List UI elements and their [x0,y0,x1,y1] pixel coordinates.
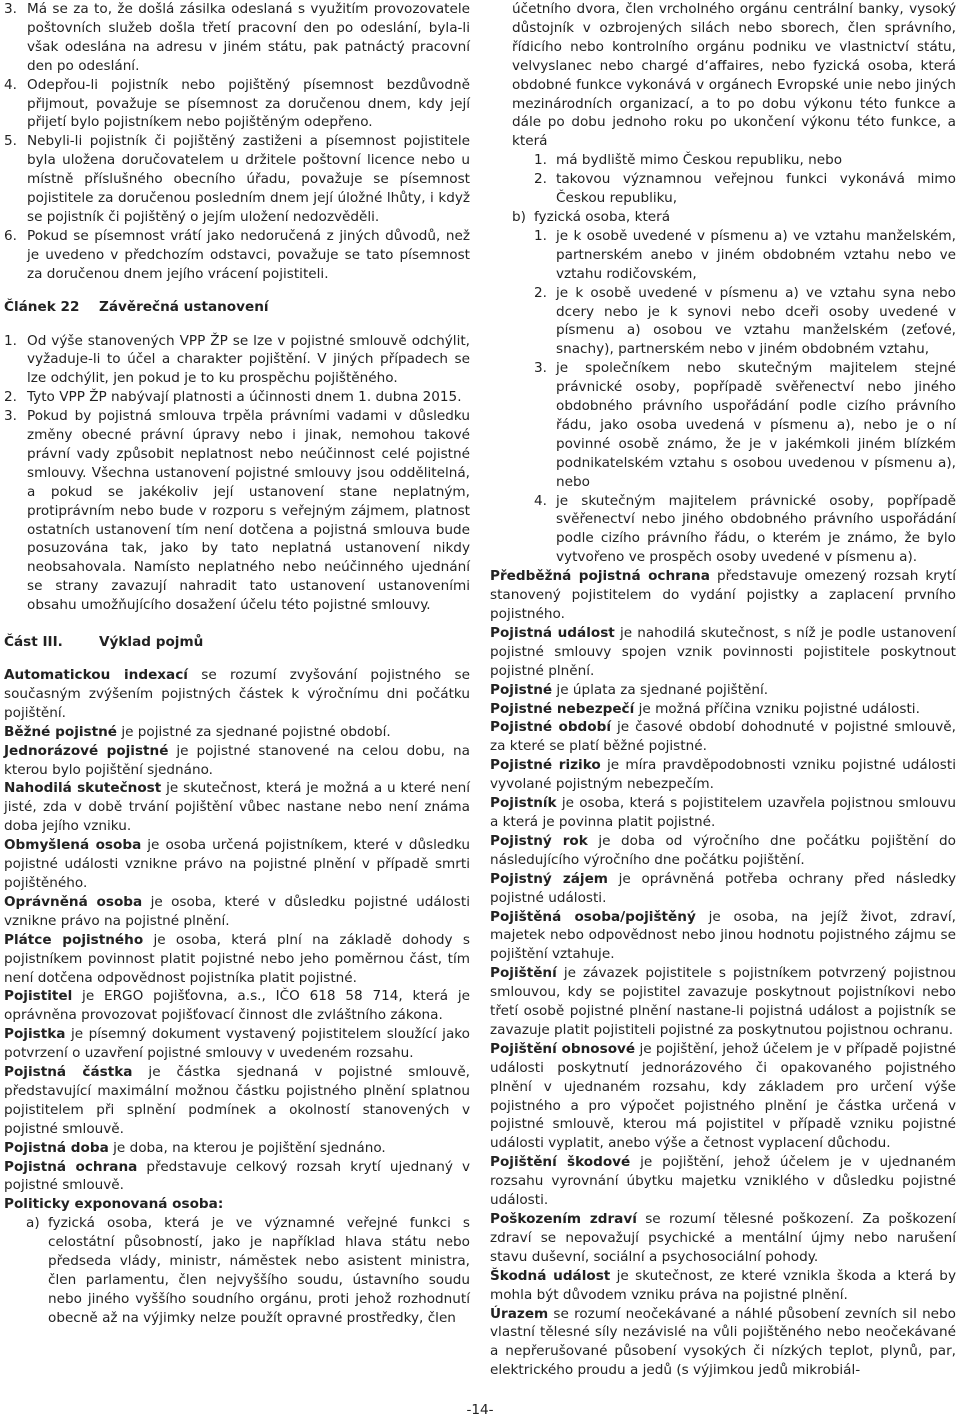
definition [4,836,470,893]
defined-term: Úrazem [490,1305,549,1322]
list-number: 1. [534,152,547,169]
part-3-heading [4,633,470,652]
list-item [4,227,470,284]
definition [4,723,470,742]
list-item [4,388,470,407]
definition-text: je závazek pojistitele s pojistníkem potvrzený pojistnou smlouvou, kdy se pojistitel zavazuje poskytnout pojistníkovi nebo třetí osobě pojistné plnění nastane-li pojistná událost a pojistník se zavazuje platit pojistiteli pojistné za poskytnutou pojistnou ochranu. [490,965,956,1038]
sub-list-item [490,284,956,360]
definition-text: je oprávněná potřeba ochrany před následky pojistné události. [490,870,956,906]
sub-list-item [490,359,956,491]
list-letter: b) [512,208,526,225]
definition-text: se rozumí zvyšování pojistného se současným zvýšením pojistných částek k výročnímu dni počátku pojištění. [4,667,470,721]
definition-text: představuje omezený rozsah krytí stanovený pojistitelem do vydání pojistky a zaplacení prvního pojistného. [490,568,956,622]
sub-list-item [490,227,956,284]
list-number: 6. [4,227,17,244]
defined-term: Pojištění [490,965,557,982]
definition [4,1158,470,1196]
definition [490,624,956,681]
list-number: 5. [4,133,17,150]
list-text: takovou významnou veřejnou funkci vykonává mimo Českou republiku, [556,171,956,207]
defined-term: Pojištění obnosové [490,1040,636,1057]
sub-list-item [490,170,956,208]
definition-text: je částka sjednaná v pojistné smlouvě, představující maximální možnou částku pojistného plnění splatnou pojistitelem při splnění podmínek a okolností stanovených v pojistné smlouvě. [4,1064,470,1137]
definition [490,1040,956,1153]
definition-text: je skutečnost, která je možná a u které není jisté, zda v době trvání pojištění vůbec nastane nebo není známa doba jejího vzniku. [4,780,470,835]
defined-term: Pojistitel [4,988,73,1005]
defined-term: Pojistná částka [4,1064,133,1081]
pep-b-sublist [490,227,956,567]
defined-term: Pojistné nebezpečí [490,700,635,717]
list-text: je společníkem nebo skutečným majitelem stejné právnické osoby, popřípadě svěřenectví nebo jiného obdobného právního uspořádání podle cizího právního řádu, jako osoba uvedená v písmenu a), nebo je o ní povinné osobě známo, že je v jakémkoli jiném blízkém podnikatelském vztahu s osobou uvedenou v písmenu a), nebo [556,360,956,490]
list-item [4,407,470,615]
definition-text: je úplata za sjednané pojištění. [552,681,769,698]
definition [4,1063,470,1139]
defined-term: Pojistný zájem [490,870,608,887]
definition-text: je pojištění, jehož účelem je v ujednaném rozsahu vyrovnání úbytku majetku vzniklého v důsledku pojistné události. [490,1154,956,1209]
definition [490,700,956,719]
defined-term: Oprávněná osoba [4,893,143,910]
list-text: Pokud se písemnost vrátí jako nedoručená z jiných důvodů, než je uvedeno v předchozím odstavci, považuje se tato písemnost za doručenou dnem jejího vrácení pojistiteli. [27,227,470,282]
definition-text: představuje celkový rozsah krytí ujednaný v pojistné smlouvě. [4,1158,470,1194]
defined-term: Poškozením zdraví [490,1211,637,1227]
definition [4,1025,470,1063]
list-text: Tyto VPP ŽP nabývají platnosti a účinnosti dnem 1. dubna 2015. [27,389,462,406]
page-number: -14- [466,1402,494,1418]
defined-term: Pojistné období [490,719,612,736]
definition [490,832,956,870]
defined-term: Pojistná událost [490,624,615,641]
pep-item-b [490,208,956,227]
definition [4,987,470,1025]
definition-text: je osoba, které v důsledku pojistné události vznikne právo na pojistné plnění. [4,893,470,929]
definition [4,931,470,988]
definition [490,964,956,1040]
left-column [4,0,470,1328]
list-text: Má se za to, že došlá zásilka odeslaná s využitím provozovatele poštovních služeb došla třetí pracovní den po odeslání, byla-li však odeslána na adresu v jiném státu, pak patnáctý pracovní den po odeslání. [27,1,470,74]
definition-text: je osoba určená pojistníkem, které v důsledku pojistné události vznikne právo na pojistné plnění v případě smrti pojištěného. [4,837,470,891]
definition [490,1267,956,1305]
definition-text: se rozumí neočekávané a náhlé působení zevních sil nebo vlastní tělesné síly nezávislé na vůli pojištěného nebo neočekávané a nepřerušované působení vysokých či nízkých teplot, plynů, par, elektrického proudu a jedů (s výjimkou jedů mikrobiál- [490,1305,956,1379]
list-number: 3. [534,360,547,377]
definition-text: je pojistné za sjednané pojistné období. [117,723,391,740]
article-number: Článek 22 [4,298,80,315]
definitions-list-left [4,666,470,1214]
defined-term: Běžné pojistné [4,723,117,740]
list-text: Od výše stanovených VPP ŽP se lze v pojistné smlouvě odchýlit, vyžaduje-li to účel a charakter pojištění. V jiných případech se lze odchýlit, jen pokud je to ku prospěchu pojištěného. [27,332,470,387]
definition [4,779,470,836]
definition-text: je míra pravděpodobnosti vzniku pojistné události vyvolané pojistným nebezpečím. [490,757,956,793]
defined-term: Plátce pojistného [4,931,144,948]
definition [490,756,956,794]
sub-list-item [490,151,956,170]
list-number: 2. [534,284,547,301]
definition-text: je osoba, která plní na základě dohody s pojistníkem povinnost platit pojistné nebo jeho poměrnou část, tím není dotčena odpovědnost pojistníka platit pojistné. [4,931,470,986]
defined-term: Pojištění škodové [490,1154,631,1171]
defined-term: Pojistná doba [4,1139,109,1156]
defined-term: Předběžná pojistná ochrana [490,568,710,585]
numbered-list-article-21 [4,0,470,284]
definition-text: je pojistné stanovené na celou dobu, na kterou bylo pojištění sjednáno. [4,742,470,778]
list-number: 3. [4,1,17,17]
list-number: 2. [4,389,17,406]
list-number: 1. [534,227,547,244]
definition-text: je časové období dohodnuté v pojistné smlouvě, za které se platí běžné pojistné. [490,719,956,755]
list-number: 3. [4,408,17,425]
definition-text: je osoba, na jejíž život, zdraví, majetek nebo odpovědnost nebo jinou hodnotu pojistného zájmu se pojištění vztahuje. [490,908,957,963]
defined-term: Pojistka [4,1026,66,1043]
definition [490,1210,956,1267]
definition [4,666,470,723]
definition-text: je možná příčina vzniku pojistné události. [634,700,920,717]
definition-text: je osoba, která s pojistitelem uzavřela pojistnou smlouvu a která je povinna platit pojistné. [490,795,956,830]
definition-text: je doba, na kterou je pojištění sjednáno. [108,1139,386,1156]
list-letter: a) [26,1215,40,1232]
right-column [490,0,956,1380]
definition-text: se rozumí tělesné poškození. Za poškození zdraví se nepovažují psychické a mentální újmy nebo narušení stavu duševní, sociální a psychosociální pohody. [490,1211,956,1265]
article-title: Závěrečná ustanovení [99,298,269,315]
definition [490,908,956,965]
definition [490,1305,956,1381]
list-item [4,0,470,76]
definition [490,1153,956,1210]
defined-term: Jednorázové pojistné [4,742,169,759]
list-text: Nebyli-li pojistník či pojištěný zastiženi a písemnost pojistitele byla uložena doručovatelem u držitele poštovní licence nebo u místně příslušného obecního úřadu, považuje se písemnost pojistitele za doručenou posledním dnem její úložné lhůty, i když se pojistník či pojištěný o jejím uložení nedozvěděli. [27,133,470,225]
definition [4,893,470,931]
list-number: 2. [534,171,547,188]
definition-text: je skutečnost, ze které vznikla škoda a která by mohla být důvodem vzniku práva na pojistné plnění. [490,1267,956,1303]
definition [490,567,956,624]
pep-item-a [4,1214,470,1327]
defined-term: Automatickou indexací [4,667,188,683]
definition-text: je pojištění, jehož účelem je v případě pojistné události poskytnutí jednorázového či opakovaného pojistného plnění v ujednaném rozsahu, kdy základem pro určení výše pojistného a pro výpočet pojistného plnění je částka určená v pojistné smlouvě, kterou má pojistitel v případě vzniku pojistné události vyplatit, anebo výše a četnost vyplacení důchodu. [490,1040,956,1152]
definition [4,1195,470,1214]
list-item [4,76,470,133]
definition [490,681,956,700]
defined-term: Škodná událost [490,1267,611,1284]
defined-term: Pojištěná osoba/pojištěný [490,908,696,925]
defined-term: Pojistník [490,795,557,812]
list-item [4,332,470,389]
definition [490,718,956,756]
definition-text: je ERGO pojišťovna, a.s., IČO 618 58 714, která je oprávněna provozovat pojišťovací činnost dle zvláštního zákona. [4,988,470,1024]
defined-term: Pojistné [490,681,553,698]
list-text: je k osobě uvedené v písmenu a) ve vztahu manželském, partnerském anebo v jiném obdobném vztahu nebo ve vztahu rodičovském, [556,227,956,282]
defined-term: Obmyšlená osoba [4,837,142,854]
definition [4,742,470,780]
pep-a-continuation: účetního dvora, člen vrcholného orgánu centrální banky, vysoký důstojník v ozbrojených silách nebo sborech, člen správního, řídicího nebo kontrolního orgánu podniku ve vlastnictví státu, velvyslanec nebo chargé d‘affaires, nebo fyzická osoba, která obdobné funkce vykonává v orgánech Evropské unie nebo jiných mezinárodních organizací, a to po dobu výkonu této funkce a dále po dobu jednoho roku po ukončení výkonu této funkce, a která [512,1,956,150]
list-number: 1. [4,332,17,349]
list-item [4,132,470,227]
definition-text: je doba od výročního dne počátku pojištění do následujícího výročního dne počátku pojištění. [490,832,956,868]
definition-text: je písemný dokument vystavený pojistitelem sloužící jako potvrzení o uzavření pojistné smlouvy v uvedeném rozsahu. [4,1026,470,1062]
pep-a-sublist [490,151,956,208]
sub-list-item [490,492,956,568]
list-text: má bydliště mimo Českou republiku, nebo [556,152,843,169]
list-text: fyzická osoba, která [534,208,671,225]
list-text: fyzická osoba, která je ve významné veřejné funkci s celostátní působností, jako je například hlava státu nebo předseda vlády, ministr, náměstek nebo asistent ministra, člen parlamentu, člen nejvyššího soudu, ústavního soudu nebo jiného vyššího soudního orgánu, proti jehož rozhodnutí obecně až na výjimky nelze použít opravné prostředky, člen [48,1215,470,1326]
list-number: 4. [534,492,547,509]
part-number: Část III. [4,634,63,651]
definition [490,794,956,832]
defined-term: Pojistný rok [490,832,588,849]
numbered-list-article-22 [4,332,470,616]
article-22-heading [4,298,470,317]
definition [4,1139,470,1158]
definition [490,870,956,908]
definition-text: je nahodilá skutečnost, s níž je podle ustanovení pojistné smlouvy spojen vznik povinnosti pojistitele poskytnout pojistné plnění. [490,624,957,679]
part-title: Výklad pojmů [99,634,204,651]
list-text: Odepřou-li pojistník nebo pojištěný písemnost bezdůvodně přijmout, považuje se písemnost za doručenou dnem, kdy její přijetí bylo pojistníkem nebo pojištěným odepřeno. [27,76,470,131]
defined-term: Pojistná ochrana [4,1158,138,1175]
list-text: Pokud by pojistná smlouva trpěla právními vadami v důsledku změny obecné právní úpravy nebo i jinak, nemohou takové právní vady způsobit neplatnost nebo neúčinnost celé pojistné smlouvy. Všechna ustanovení pojistné smlouvy jsou oddělitelná, a pokud se jakékoliv její ustanovení stane neplatným, protiprávním nebo bude v rozporu s veřejným zájmem, platnost ostatních ustanovení tím není dotčena a pojistná smlouva bude posuzována tak, jako by tato neplatná ustanovení nikdy neobsahovala. Namísto neplatného nebo neúčinného ujednání se strany zavazují nahradit tato ustanovení ustanoveními obsahu umožňujícího dosažení účelu této pojistné smlouvy. [27,408,470,614]
defined-term: Nahodilá skutečnost [4,780,162,797]
list-text: je k osobě uvedené v písmenu a) ve vztahu syna nebo dcery nebo je k synovi nebo dceři osoby uvedené v písmenu a) osobou ve vztahu manželském (zeťové, snachy), partnerském nebo v jiném obdobném vztahu, [556,284,956,358]
list-number: 4. [4,76,17,93]
definitions-list-right [490,567,956,1380]
list-text: je skutečným majitelem právnické osoby, popřípadě svěřenectví nebo jiného obdobného právního uspořádání podle cizího právního řádu, o kterém je známo, že bylo vytvořeno ve prospěch osoby uvedené v písmenu a). [556,492,956,566]
defined-term: Pojistné riziko [490,757,601,774]
defined-term: Politicky exponovaná osoba: [4,1196,224,1213]
